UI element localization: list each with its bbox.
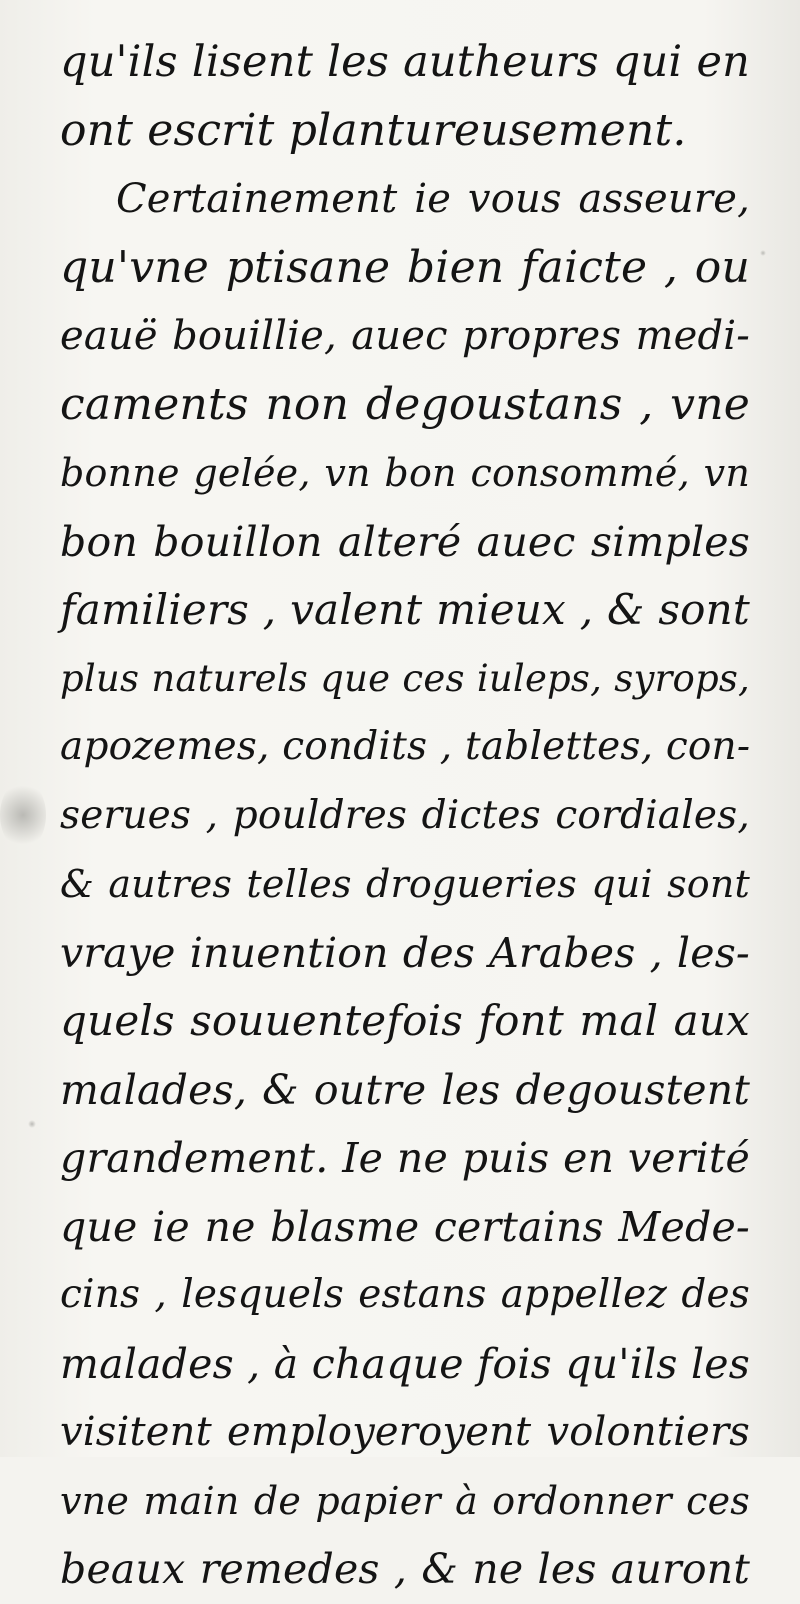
paper-speck [28,1120,36,1128]
text-line: bon bouillon alteré auec simples [60,517,750,566]
text-line: apozemes, condits , tablettes, con- [60,724,751,769]
text-line: & autres telles drogueries qui sont [60,862,750,906]
text-line: bonne gelée, vn bon consommé, vn [60,451,750,495]
paper-stain [0,780,46,850]
text-line: visitent employeroyent volontiers [60,1409,750,1455]
text-line: caments non degoustans , vne [60,378,750,430]
text-line: malades , à chaque fois qu'ils les [60,1339,750,1388]
text-line: ont escrit plantureusement. [60,104,687,156]
text-line: qu'ils lisent les autheurs qui en [60,37,750,87]
text-line: malades, & outre les degoustent [60,1065,750,1114]
text-line: serues , pouldres dictes cordiales, [60,792,750,838]
text-line: plus naturels que ces iuleps, syrops, [60,656,750,700]
text-line: cins , lesquels estans appellez des [60,1272,750,1317]
text-line: familiers , valent mieux , & sont [60,585,750,634]
text-line: grandement. Ie ne puis en verité [60,1134,750,1182]
text-line: Certainement ie vous asseure, [116,176,750,222]
text-line: eauë bouillie, auec propres medi- [60,313,750,359]
text-line: vne main de papier à ordonner ces [60,1478,750,1523]
text-line: que ie ne blasme certains Mede- [60,1202,750,1251]
text-line: qu'vne ptisane bien faicte , ou [60,241,750,293]
text-line: beaux remedes , & ne les auront [60,1545,750,1593]
paper-speck [760,250,766,256]
text-line: vraye inuention des Arabes , les- [60,928,750,977]
page-text [60,28,750,1604]
text-line: quels souuentefois font mal aux [60,996,750,1045]
